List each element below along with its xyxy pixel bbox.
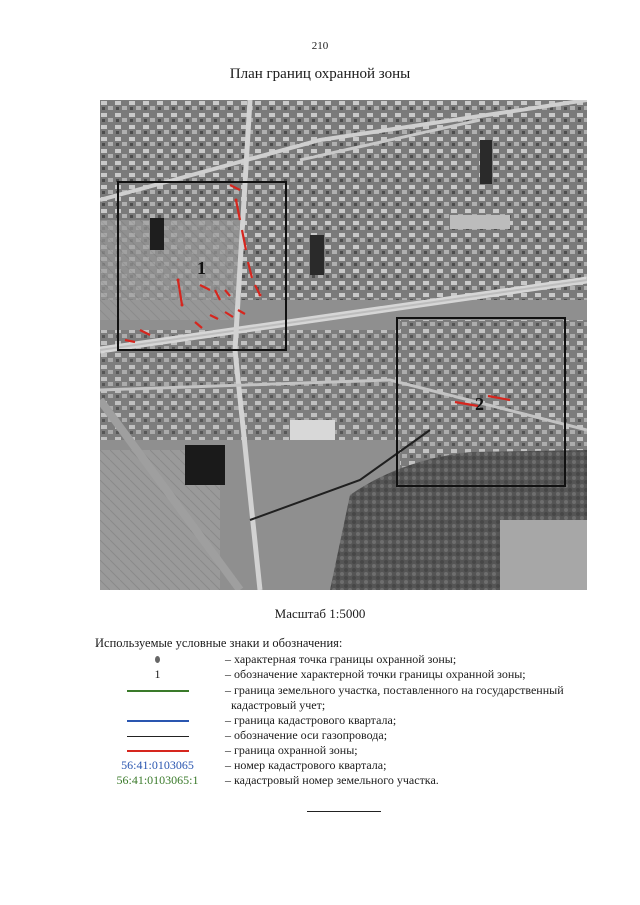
black-line-icon	[127, 736, 189, 737]
map-scale: Масштаб 1:5000	[274, 606, 366, 621]
legend-text: – обозначение оси газопровода;	[225, 728, 388, 742]
legend-text: – граница кадастрового квартала;	[225, 713, 397, 727]
legend-symbol	[95, 743, 220, 757]
point-symbol-icon	[155, 656, 160, 663]
aerial-map	[100, 100, 587, 590]
aerial-photo	[100, 100, 587, 590]
green-line-icon	[127, 690, 189, 692]
page-number: 210	[311, 40, 329, 52]
legend-symbol: 56:41:0103065	[121, 758, 194, 772]
legend-text: – граница охранной зоны;	[225, 743, 358, 757]
legend-text: – граница земельного участка, поставленного на государственный	[225, 683, 564, 697]
legend-symbol	[95, 683, 220, 697]
blue-line-icon	[127, 720, 189, 722]
legend-symbol	[95, 728, 220, 742]
plan-title: План границ охранной зоны	[229, 66, 411, 82]
legend-heading: Используемые условные знаки и обозначения:	[95, 636, 343, 650]
legend-text: – номер кадастрового квартала;	[225, 758, 387, 772]
legend-symbol: 1	[154, 667, 161, 681]
bottom-rule	[307, 811, 381, 812]
legend-text: – обозначение характерной точки границы охранной зоны;	[225, 667, 526, 681]
zone-1-label: 1	[197, 258, 206, 278]
legend-text: кадастровый учет;	[231, 698, 326, 712]
legend-symbol	[95, 652, 220, 666]
legend-text: – характерная точка границы охранной зоны;	[225, 652, 457, 666]
legend-symbol: 56:41:0103065:1	[116, 773, 199, 787]
red-line-icon	[127, 750, 189, 752]
legend-text: – кадастровый номер земельного участка.	[225, 773, 439, 787]
legend-symbol	[95, 713, 220, 727]
zone-2-label: 2	[475, 394, 484, 414]
